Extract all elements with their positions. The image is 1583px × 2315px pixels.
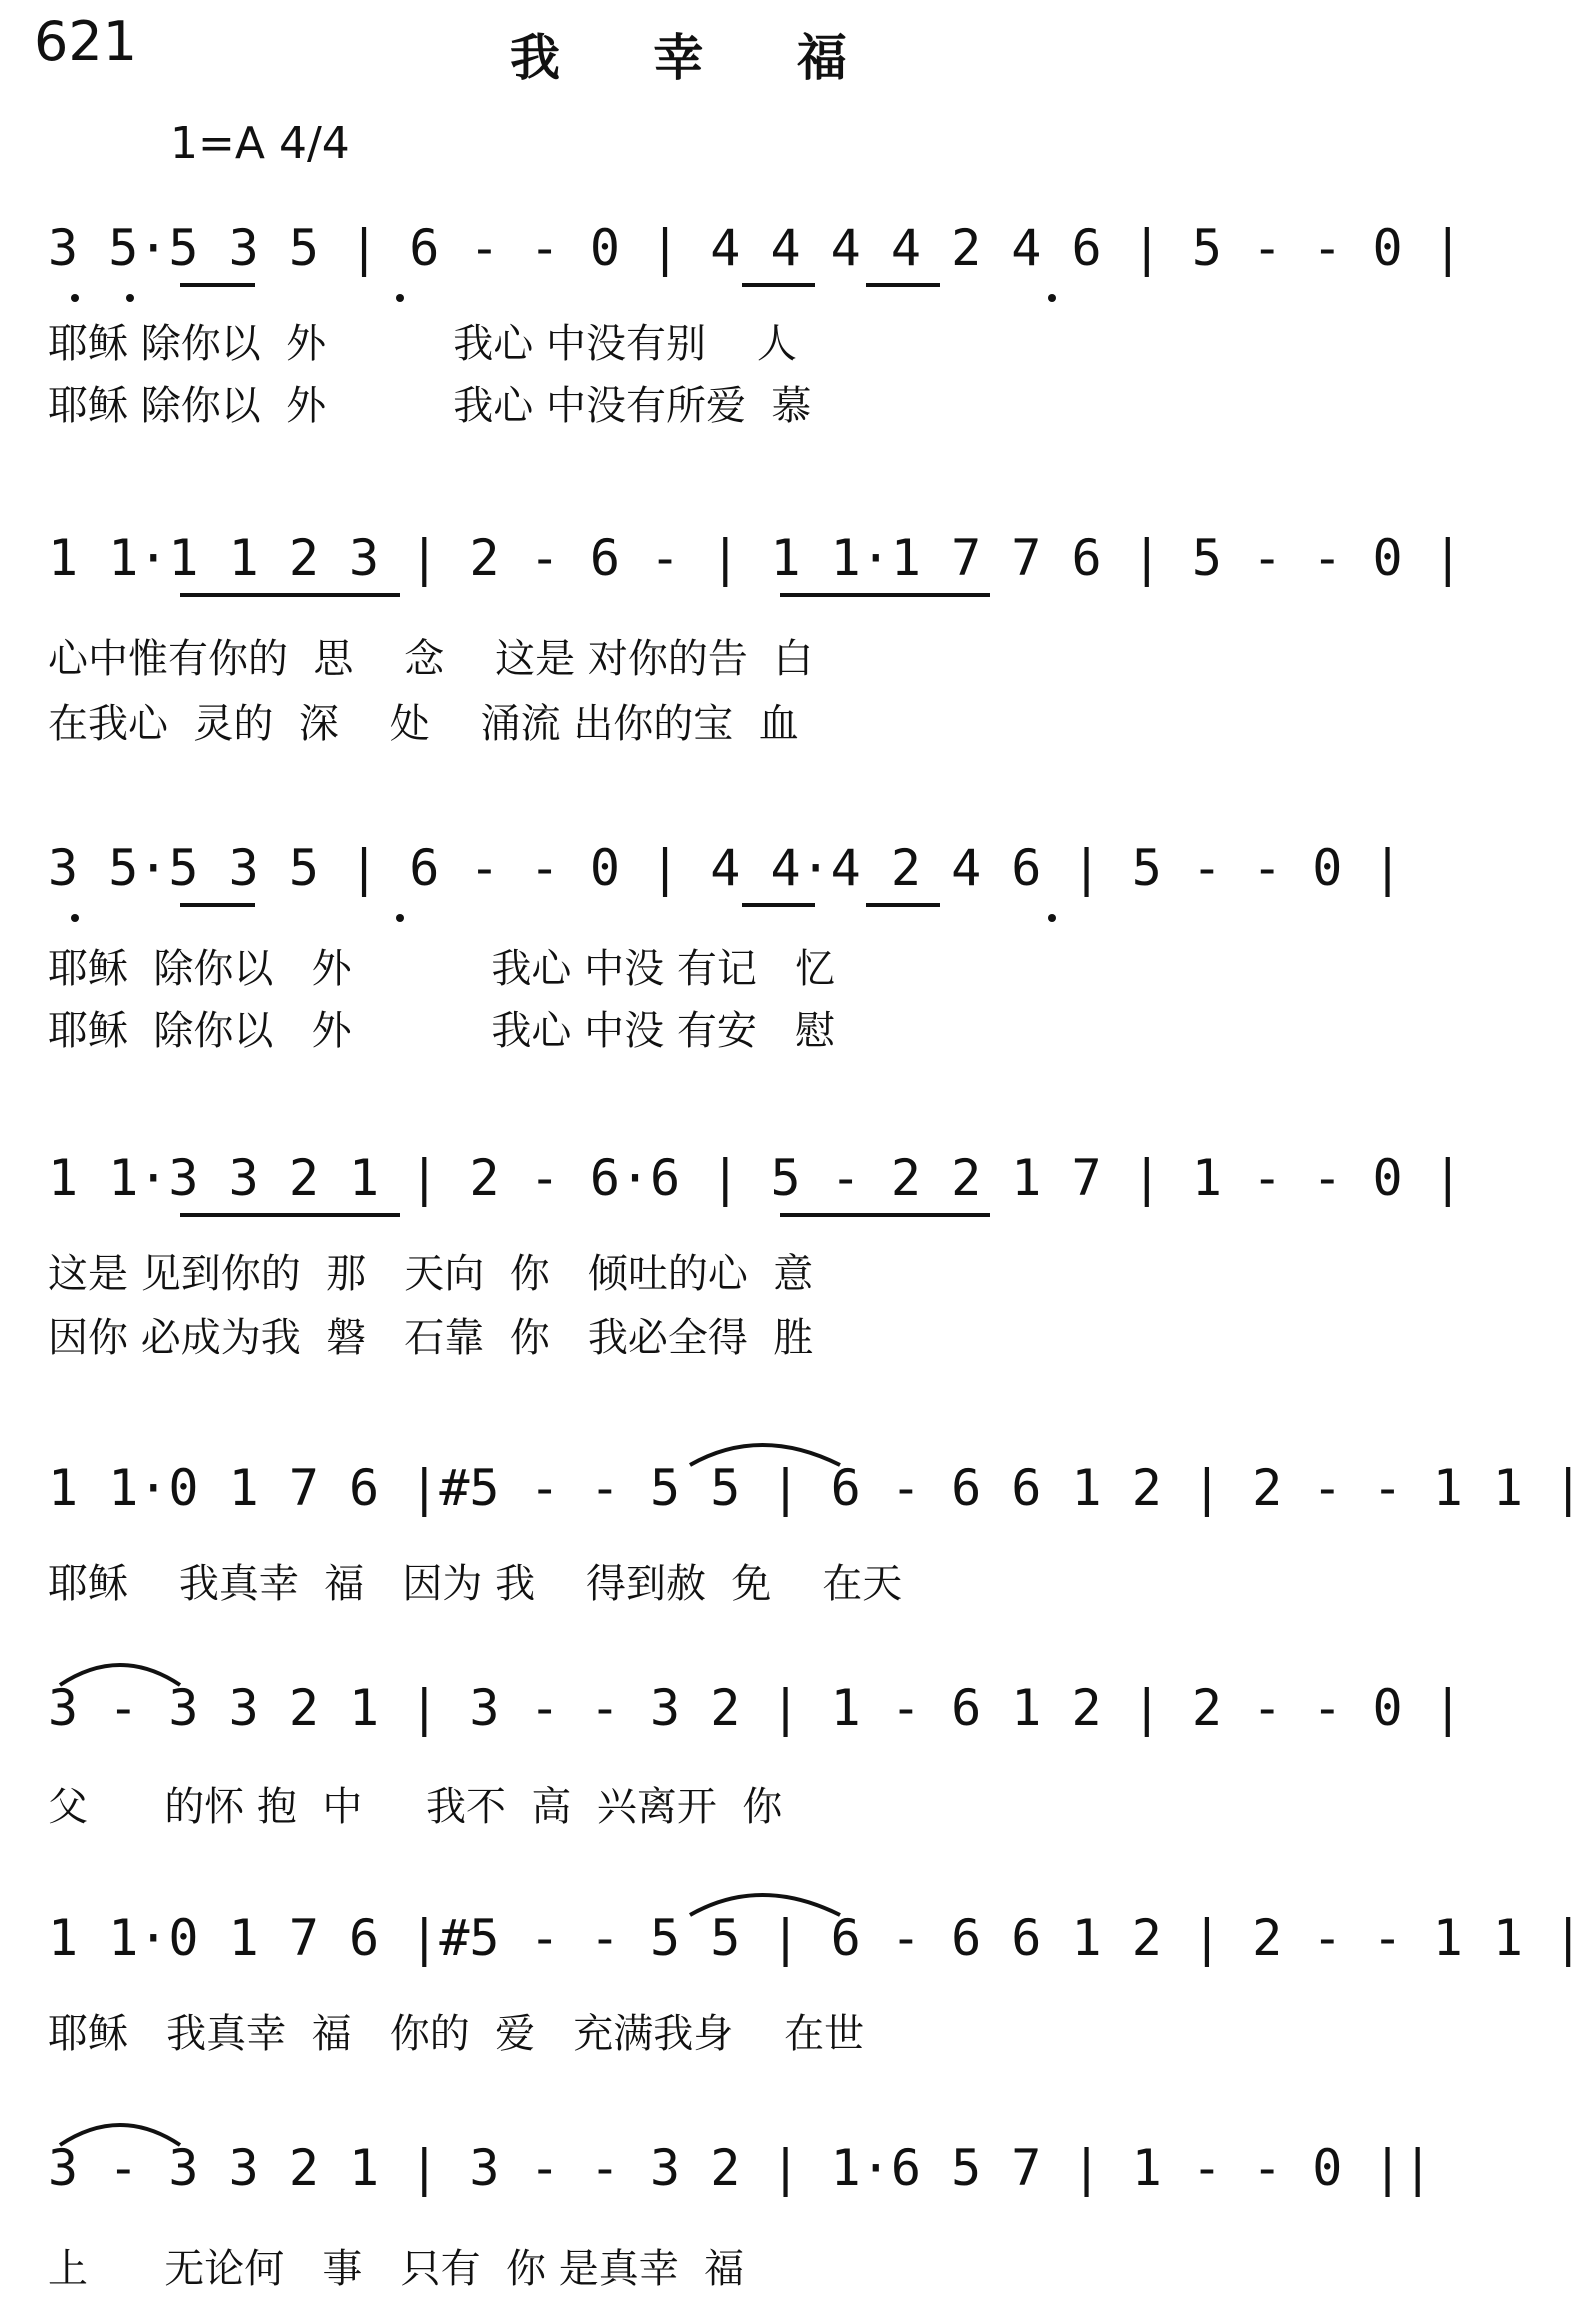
notation-line-1: 3 5·5 3 5 | 6 - - 0 | 4 4 4 4 2 4 6 | 5 - - 0 | — [48, 219, 1463, 277]
hymn-number: 621 — [34, 10, 138, 73]
octave-dot — [396, 294, 404, 302]
lyric-line-2b: 在我心 灵的 深 处 涌流 出你的宝 血 — [48, 701, 799, 747]
key-signature: 1=A 4/4 — [170, 118, 350, 169]
notation-line-6: 3 - 3 3 2 1 | 3 - - 3 2 | 1 - 6 1 2 | 2 - - 0 | — [48, 1679, 1463, 1737]
notation-line-2: 1 1·1 1 2 3 | 2 - 6 - | 1 1·1 7 7 6 | 5 - - 0 | — [48, 529, 1463, 587]
notation-line-7: 1 1·0 1 7 6 |#5 - - 5 5 | 6 - 6 6 1 2 | 2 - - 1 1 | — [48, 1909, 1583, 1967]
lyric-line-1b: 耶稣 除你以 外 我心 中没有所爱 慕 — [48, 383, 812, 429]
octave-dot — [396, 914, 404, 922]
notation-line-5: 1 1·0 1 7 6 |#5 - - 5 5 | 6 - 6 6 1 2 | 2 - - 1 1 | — [48, 1459, 1583, 1517]
lyric-line-1a: 耶稣 除你以 外 我心 中没有别 人 — [48, 321, 797, 367]
octave-dot — [71, 294, 79, 302]
lyric-line-7: 耶稣 我真幸 福 你的 爱 充满我身 在世 — [48, 2011, 865, 2057]
slur-mark — [690, 1895, 840, 1915]
lyric-line-6: 父 的怀 抱 中 我不 高 兴离开 你 — [48, 1784, 783, 1830]
notation-line-8: 3 - 3 3 2 1 | 3 - - 3 2 | 1·6 5 7 | 1 - - 0 || — [48, 2139, 1433, 2197]
song-title: 我 幸 福 — [510, 28, 885, 87]
octave-dot — [71, 914, 79, 922]
lyric-line-3b: 耶稣 除你以 外 我心 中没 有安 慰 — [48, 1008, 836, 1054]
lyric-line-3a: 耶稣 除你以 外 我心 中没 有记 忆 — [48, 946, 836, 992]
octave-dot — [126, 294, 134, 302]
lyric-line-2a: 心中惟有你的 思 念 这是 对你的告 白 — [48, 636, 814, 682]
lyric-line-5: 耶稣 我真幸 福 因为 我 得到赦 免 在天 — [48, 1561, 903, 1607]
notation-line-4: 1 1·3 3 2 1 | 2 - 6·6 | 5 - 2 2 1 7 | 1 - - 0 | — [48, 1149, 1463, 1207]
slur-mark — [60, 1665, 180, 1685]
lyric-line-4a: 这是 见到你的 那 天向 你 倾吐的心 意 — [48, 1251, 814, 1297]
slur-mark — [60, 2125, 180, 2145]
octave-dot — [1048, 294, 1056, 302]
notation-line-3: 3 5·5 3 5 | 6 - - 0 | 4 4·4 2 4 6 | 5 - - 0 | — [48, 839, 1403, 897]
octave-dot — [1048, 914, 1056, 922]
slur-mark — [690, 1445, 840, 1465]
lyric-line-4b: 因你 必成为我 磐 石靠 你 我必全得 胜 — [48, 1315, 814, 1361]
lyric-line-8: 上 无论何 事 只有 你 是真幸 福 — [48, 2246, 745, 2292]
